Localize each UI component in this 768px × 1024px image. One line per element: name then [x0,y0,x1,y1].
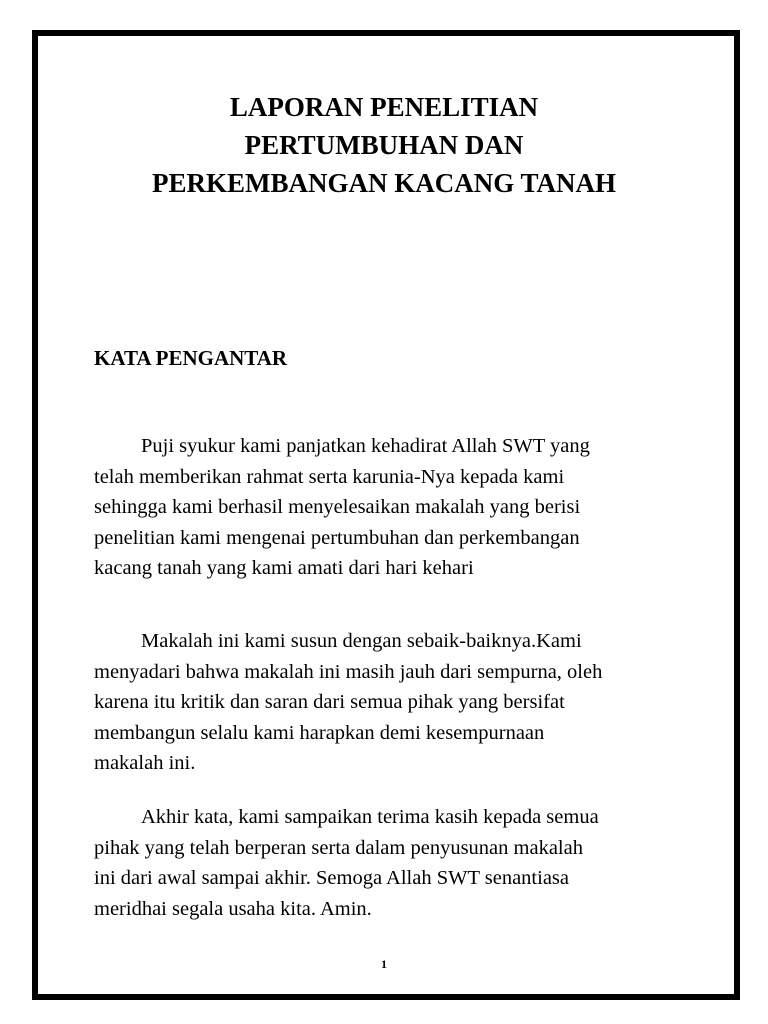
paragraph-line: Makalah ini kami susun dengan sebaik-baiknya.Kami [141,630,582,652]
title-line: PERTUMBUHAN DAN [244,130,524,160]
paragraph-line: sehingga kami berhasil menyelesaikan makalah yang berisi [94,496,581,518]
paragraph-line: pihak yang telah berperan serta dalam penyusunan makalah [94,836,583,859]
paragraph-2 [94,626,694,779]
paragraph-line: makalah ini. [94,752,196,774]
paragraph-line: karena itu kritik dan saran dari semua pihak yang bersifat [94,691,565,713]
paragraph-line: penelitian kami mengenai pertumbuhan dan perkembangan [94,526,580,549]
paragraph-line: Puji syukur kami panjatkan kehadirat Allah SWT yang [141,435,590,457]
title-line: PERKEMBANGAN KACANG TANAH [151,168,616,198]
paragraph-line: menyadari bahwa makalah ini masih jauh dari sempurna, oleh [94,660,603,683]
paragraph-line: kacang tanah yang kami amati dari hari kehari [94,557,474,579]
title-line: LAPORAN PENELITIAN [229,92,539,122]
paragraph-line: telah memberikan rahmat serta karunia-Nya kepada kami [94,465,565,488]
section-heading: KATA PENGANTAR [94,346,288,370]
paragraph-line: Akhir kata, kami sampaikan terima kasih kepada semua [141,806,599,828]
paragraph-1 [94,431,694,584]
page-number: 1 [381,957,387,971]
document-title [40,88,728,202]
paragraph-line: ini dari awal sampai akhir. Semoga Allah SWT senantiasa [94,867,569,889]
paragraph-line: membangun selalu kami harapkan demi kesempurnaan [94,721,545,744]
paragraph-3 [94,802,694,924]
paragraph-line: meridhai segala usaha kita. Amin. [94,897,372,920]
